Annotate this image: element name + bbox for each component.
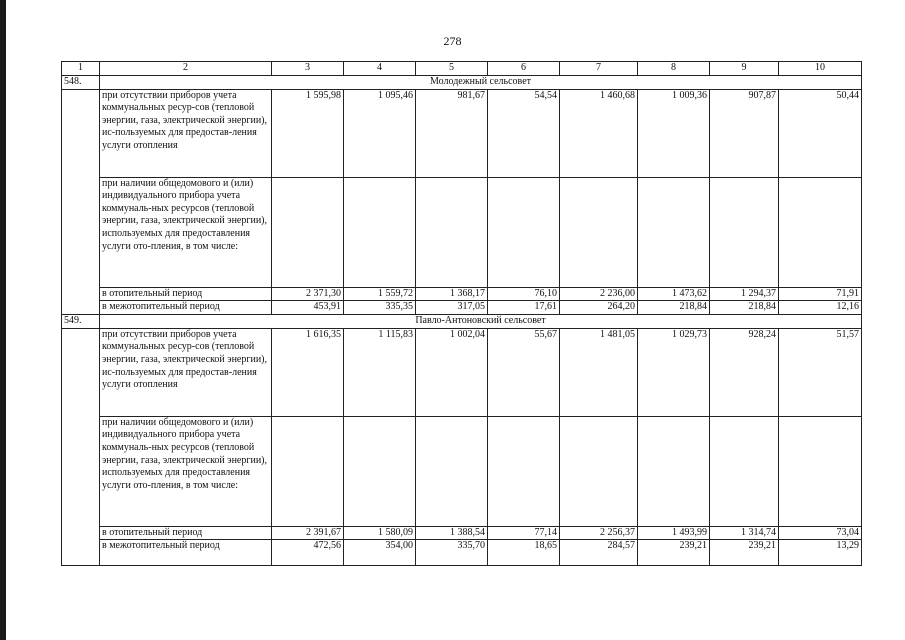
header-cell: 7	[560, 62, 638, 76]
value-cell: 907,87	[710, 89, 779, 177]
row-label: при отсутствии приборов учета коммунальных ресур-сов (тепловой энергии, газа, электрической энергии), ис-пользуемых для предостав-ления услуги отопления	[100, 328, 272, 416]
empty-cell	[272, 177, 344, 287]
value-cell: 12,16	[779, 301, 862, 315]
section-title: Молодежный сельсовет	[100, 75, 862, 89]
value-cell: 239,21	[710, 540, 779, 566]
header-cell: 10	[779, 62, 862, 76]
section-row	[62, 75, 862, 89]
value-cell: 1 002,04	[416, 328, 488, 416]
empty-cell	[560, 416, 638, 526]
tariff-table	[61, 61, 862, 566]
row-label: в отопительный период	[100, 287, 272, 301]
section-row	[62, 314, 862, 328]
section-number: 548.	[62, 75, 100, 89]
value-cell: 2 256,37	[560, 526, 638, 540]
header-cell: 1	[62, 62, 100, 76]
value-cell: 1 595,98	[272, 89, 344, 177]
value-cell: 55,67	[488, 328, 560, 416]
number-cell	[62, 328, 100, 566]
value-cell: 1 294,37	[710, 287, 779, 301]
value-cell: 1 559,72	[344, 287, 416, 301]
row-label: при отсутствии приборов учета коммунальных ресур-сов (тепловой энергии, газа, электрической энергии), ис-пользуемых для предостав-ления услуги отопления	[100, 89, 272, 177]
value-cell: 472,56	[272, 540, 344, 566]
value-cell: 1 009,36	[638, 89, 710, 177]
empty-cell	[344, 177, 416, 287]
value-cell: 2 391,67	[272, 526, 344, 540]
header-cell: 6	[488, 62, 560, 76]
section-title: Павло-Антоновский сельсовет	[100, 314, 862, 328]
empty-cell	[638, 416, 710, 526]
value-cell: 335,35	[344, 301, 416, 315]
number-cell	[62, 89, 100, 314]
value-cell: 1 460,68	[560, 89, 638, 177]
header-cell: 8	[638, 62, 710, 76]
empty-cell	[416, 416, 488, 526]
empty-cell	[488, 416, 560, 526]
value-cell: 264,20	[560, 301, 638, 315]
value-cell: 18,65	[488, 540, 560, 566]
value-cell: 1 368,17	[416, 287, 488, 301]
empty-cell	[779, 177, 862, 287]
table-row	[62, 287, 862, 301]
row-label: при наличии общедомового и (или) индивидуального прибора учета коммуналь-ных ресурсов (тепловой энергии, газа, электрической энергии), используемых для предоставления услуги ото-пления, в том числе:	[100, 416, 272, 526]
value-cell: 73,04	[779, 526, 862, 540]
value-cell: 317,05	[416, 301, 488, 315]
value-cell: 354,00	[344, 540, 416, 566]
value-cell: 1 388,54	[416, 526, 488, 540]
row-label: в межотопительный период	[100, 540, 272, 566]
value-cell: 76,10	[488, 287, 560, 301]
value-cell: 453,91	[272, 301, 344, 315]
empty-cell	[779, 416, 862, 526]
empty-cell	[638, 177, 710, 287]
left-edge-bar	[0, 0, 6, 640]
value-cell: 71,91	[779, 287, 862, 301]
header-cell: 4	[344, 62, 416, 76]
header-cell: 5	[416, 62, 488, 76]
value-cell: 239,21	[638, 540, 710, 566]
header-cell: 9	[710, 62, 779, 76]
value-cell: 218,84	[710, 301, 779, 315]
table-row	[62, 328, 862, 416]
value-cell: 1 095,46	[344, 89, 416, 177]
value-cell: 1 029,73	[638, 328, 710, 416]
page-number: 278	[443, 34, 462, 48]
row-label: при наличии общедомового и (или) индивидуального прибора учета коммуналь-ных ресурсов (тепловой энергии, газа, электрической энергии), используемых для предоставления услуги ото-пления, в том числе:	[100, 177, 272, 287]
empty-cell	[344, 416, 416, 526]
value-cell: 54,54	[488, 89, 560, 177]
value-cell: 1 580,09	[344, 526, 416, 540]
row-label: в межотопительный период	[100, 301, 272, 315]
value-cell: 1 481,05	[560, 328, 638, 416]
value-cell: 335,70	[416, 540, 488, 566]
table-row	[62, 301, 862, 315]
value-cell: 981,67	[416, 89, 488, 177]
empty-cell	[272, 416, 344, 526]
value-cell: 284,57	[560, 540, 638, 566]
header-cell: 3	[272, 62, 344, 76]
header-row	[62, 62, 862, 76]
value-cell: 1 493,99	[638, 526, 710, 540]
table-row	[62, 177, 862, 287]
table-row	[62, 89, 862, 177]
table-row	[62, 540, 862, 566]
empty-cell	[710, 416, 779, 526]
table-row	[62, 526, 862, 540]
value-cell: 1 616,35	[272, 328, 344, 416]
value-cell: 2 371,30	[272, 287, 344, 301]
value-cell: 51,57	[779, 328, 862, 416]
value-cell: 928,24	[710, 328, 779, 416]
section-number: 549.	[62, 314, 100, 328]
value-cell: 2 236,00	[560, 287, 638, 301]
value-cell: 1 115,83	[344, 328, 416, 416]
table-body	[62, 62, 862, 566]
value-cell: 50,44	[779, 89, 862, 177]
value-cell: 1 473,62	[638, 287, 710, 301]
header-cell: 2	[100, 62, 272, 76]
value-cell: 17,61	[488, 301, 560, 315]
value-cell: 13,29	[779, 540, 862, 566]
value-cell: 1 314,74	[710, 526, 779, 540]
empty-cell	[560, 177, 638, 287]
table-row	[62, 416, 862, 526]
value-cell: 77,14	[488, 526, 560, 540]
empty-cell	[416, 177, 488, 287]
row-label: в отопительный период	[100, 526, 272, 540]
empty-cell	[710, 177, 779, 287]
value-cell: 218,84	[638, 301, 710, 315]
empty-cell	[488, 177, 560, 287]
